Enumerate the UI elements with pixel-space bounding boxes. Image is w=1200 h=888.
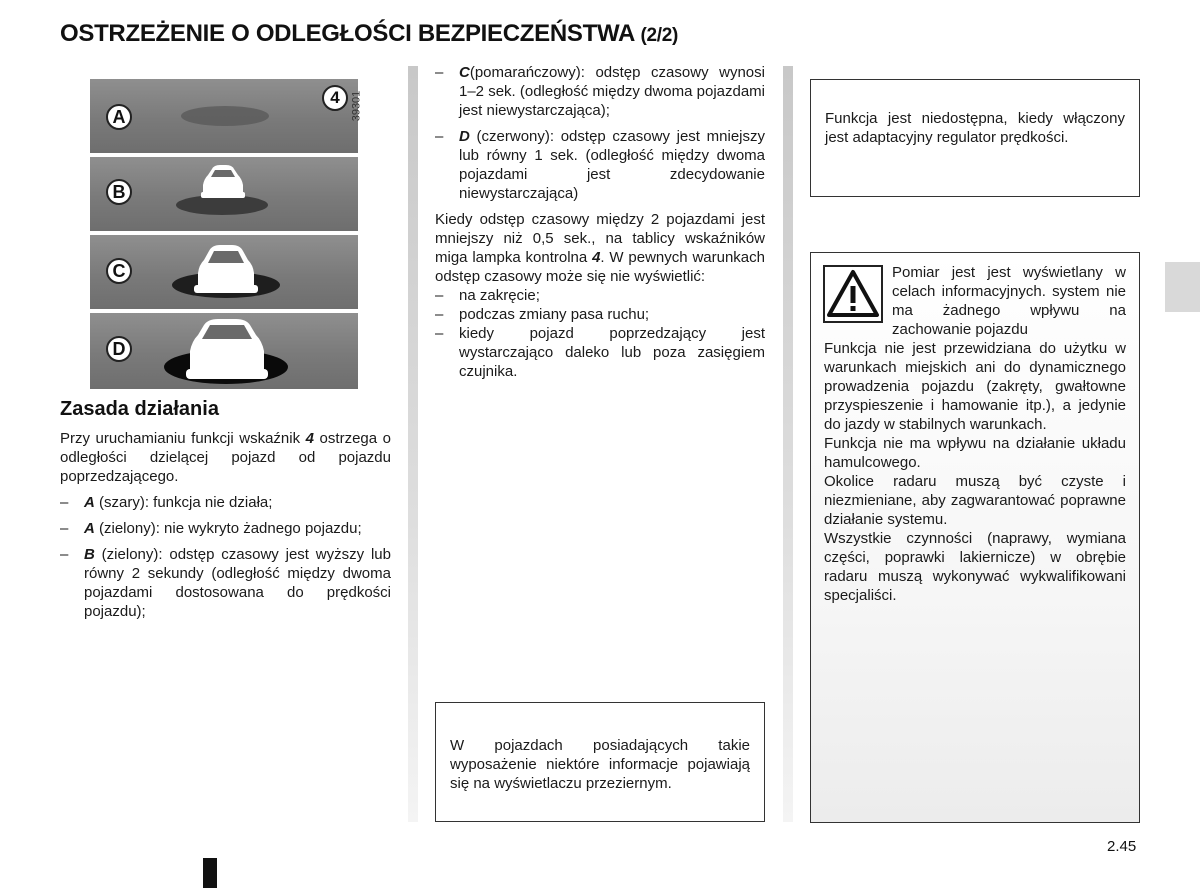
- item-dash: –: [435, 128, 444, 145]
- item-key: D: [459, 128, 470, 145]
- crop-mark: [203, 858, 217, 888]
- page-title-suffix: (2/2): [640, 25, 679, 46]
- middle-column: [435, 63, 765, 381]
- distance-indicator-figure: [90, 79, 358, 389]
- list-item: [435, 286, 765, 305]
- item-text: kiedy pojazd poprzedzający jest wystarczająco daleko lub poza zasięgiem czujnika.: [459, 325, 765, 380]
- item-text: (zielony): odstęp czasowy jest wyższy lub równy 2 sekundy (odległość między dwoma pojazdami dostosowana do prędkości pojazdu);: [84, 546, 391, 620]
- list-item: [60, 493, 391, 512]
- head-up-display-note: [435, 702, 765, 822]
- para-prefix: Kiedy odstęp czasowy między 2 pojazdami jest mniejszy niż 0,5 sek., na tablicy wskaźników miga lampka kontrolna: [435, 211, 765, 266]
- figure-code-text: 39301: [350, 90, 363, 122]
- panel-b: [90, 157, 358, 231]
- item-dash: –: [435, 325, 444, 342]
- item-dash: –: [435, 306, 444, 323]
- page-title: [60, 20, 678, 48]
- info-box: [810, 79, 1140, 197]
- warning-body: [824, 339, 1126, 605]
- warning-paragraph: Funkcja nie jest przewidziana do użytku w warunkach miejskich ani do dynamicznego prowadzenia pojazdu (zakręty, gwałtowne przyspieszenie i hamowanie itp.), a jedynie do jazdy w stabilnych warunkach.: [824, 340, 1126, 433]
- label-d: D: [106, 336, 132, 362]
- warning-paragraph: [435, 210, 765, 286]
- item-key: A: [84, 494, 95, 511]
- item-text: (szary): funkcja nie działa;: [94, 494, 273, 511]
- item-key: A: [84, 520, 95, 537]
- warning-paragraph: Wszystkie czynności (naprawy, wymiana części, poprawki lakiernicze) w obrębie radaru muszą wykonywać wykwalifikowani specjaliści.: [824, 530, 1126, 604]
- list-item: [60, 519, 391, 538]
- panel-a: [90, 79, 358, 153]
- list-item: [435, 127, 765, 203]
- item-text: (czerwony): odstęp czasowy jest mniejszy lub równy 1 sek. (odległość między dwoma pojazdami jest zdecydowanie niewystarczająca): [459, 128, 765, 202]
- item-text: na zakręcie;: [459, 287, 540, 304]
- item-dash: –: [60, 546, 69, 563]
- warning-box: [810, 252, 1140, 823]
- column-divider: [783, 66, 793, 822]
- item-text: (pomarańczowy): odstęp czasowy wynosi 1–2 sek. (odległość między dwoma pojazdami jest niewystarczająca);: [459, 64, 765, 119]
- warning-paragraph: Funkcja nie ma wpływu na działanie układu hamulcowego.: [824, 435, 1126, 471]
- page-number: 2.45: [1107, 838, 1137, 855]
- item-key: B: [84, 546, 95, 563]
- item-dash: –: [435, 287, 444, 304]
- section-heading: Zasada działania: [60, 398, 219, 420]
- item-text: podczas zmiany pasa ruchu;: [459, 306, 650, 323]
- label-a: A: [106, 104, 132, 130]
- list-item: [435, 324, 765, 381]
- para-indicator-number: 4: [592, 249, 601, 266]
- item-dash: –: [60, 520, 69, 537]
- figure-code: [350, 78, 377, 138]
- column-divider: [408, 66, 418, 822]
- label-b: B: [106, 179, 132, 205]
- item-dash: –: [60, 494, 69, 511]
- list-item: [435, 305, 765, 324]
- conditions-list: [435, 286, 765, 381]
- intro-indicator-number: 4: [305, 430, 314, 447]
- intro-paragraph: [60, 429, 391, 486]
- list-item: [60, 545, 391, 621]
- callout-4-icon: 4: [322, 85, 348, 111]
- warning-paragraph: Okolice radaru muszą być czyste i niezmieniane, aby zagwarantować poprawne działanie systemu.: [824, 473, 1126, 528]
- panel-d: [90, 313, 358, 389]
- page-title-text: OSTRZEŻENIE O ODLEGŁOŚCI BEZPIECZEŃSTWA: [60, 20, 635, 47]
- intro-prefix: Przy uruchamianiu funkcji wskaźnik: [60, 430, 306, 447]
- left-column: [60, 400, 391, 628]
- list-item: [435, 63, 765, 120]
- item-key: C: [459, 64, 470, 81]
- item-text: (zielony): nie wykryto żadnego pojazdu;: [94, 520, 362, 537]
- para-suffix: . W pewnych warunkach odstęp czasowy może się nie wyświetlić:: [435, 249, 765, 285]
- warning-first-paragraph: Pomiar jest jest wyświetlany w celach informacyjnych. system nie ma żadnego wpływu na zachowanie pojazdu: [892, 264, 1126, 338]
- item-dash: –: [435, 64, 444, 81]
- warning-triangle-icon: [823, 265, 883, 323]
- info-text: Funkcja jest niedostępna, kiedy włączony jest adaptacyjny regulator prędkości.: [825, 110, 1125, 146]
- note-text: W pojazdach posiadających takie wyposażenie niektóre informacje pojawiają się na wyświetlaczu przeziernym.: [450, 737, 750, 792]
- panel-c: [90, 235, 358, 309]
- label-c: C: [106, 258, 132, 284]
- intro-suffix: ostrzega o odległości dzielącej pojazd od pojazdu poprzedzającego.: [60, 430, 391, 485]
- chapter-tab-marker: [1165, 262, 1200, 312]
